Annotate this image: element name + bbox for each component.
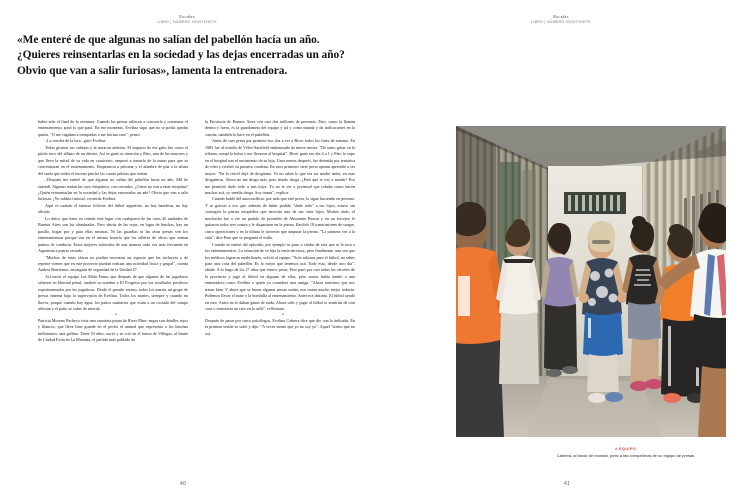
paragraph: Antes de caer presa por primera vez, iba a ver a River todos los fines de semana. En 1985 fue al estadio de Vélez Sarsfield embarazada de nueve meses. "De tanto gritar en la tribuna, rompí la bolsa y me llevaron al hospital". River ganó ese día 4 a 1 y Pato lo supo en el hospital tras el nacimiento de su hija. Unos meses después, fue detenida por tentativa de robo y recibió su primera condena. En esos primeros siete presa apenas aprendió a ser mayor. "En la cárcel dejé de drogarme. Yo no sabía lo que era ser madre antes, en esas drogaderas. Ahora no me drogo más, pero tiendo droga...¡Pato qué te voy a mentir? Eso me permitió darle todo a mis hijos. Yo no te ver a juventud que robaba como hacen muchas acá, yo vendía droga. Soy transa", explica. [205,138,355,195]
paragraph: Cuando se enteró del episodio, por ejemplo se puso a cuidar de esta que se le toca a los entrenamientos. La situación de su hija la tenía nerviosa, pero finalmente, una vez que los médicos lograron estabilizarlo, volvió al equipo. "Solo salimos para el fútbol, no sabes para otra cosa del pabellón. Es lo mejor que tenemos acá. Todo esto, desde otro día", añade. A lo largo de los 27 años que estuvo presa, Pato pasó por casi todas las cárceles de la provincia y jugó al fútbol en algunas de ellas, pero nunca había tenido a una entrenadora como Evelina o quién ya considera una amiga. "Ahora sentimos que nos tratan bien. Y ahora que se hacen algunas presas malas, nos tratan mucho mejor todavía. Podemos llevar el mate y la bombilla al entrenamiento. Antes era distinto. El fútbol ayudó en esto. Antes no te daban ganas de nada. Ahora salís y jugar al fútbol te sentirías de otra cosa o estuvieras un rato en la calle", reflexiona. [205,241,355,312]
paragraph: Todas giraron sus cabezas y la miraron atónitas. El impacto de ese grito fue como el pitido seco del silbato de un árbitro. Así se ganó su atención y Pato, una de las mayores y que lleva la mitad de su vida en cautiverio, empezó a tomarla de la mano para que se concentraran en el entrenamiento. Empezaron a pelotear y el alambre de púa a la altura del suelo que rodea el terreno pinchó las cuatro pelotas que tenían. [38,144,188,176]
running-head-title: Escalas [553,14,569,19]
pull-quote-line-3: Obvio que van a salir furiosas», lamenta la entrenadora. [17,64,288,77]
paragraph: Después de pasar por cinco psicólogos, Evelina Cabrera dice que dio con la indicada. En la primera sesión se soltó y dijo: "A veces siento que yo no soy yo". Aquel "siento que no soy [205,317,355,336]
right-page [374,0,748,503]
running-head-subtitle: LIBRO | NÚMERO VEINTISIETE [156,19,217,24]
photo-team-of-inmates [456,126,726,437]
paragraph: Así nació el equipo Las Malú Fama, que después de que algunas de las jugadoras saliesen en libertad penal, cambió su nombre a El Progreso por los resultados positivos experimentados por las jugadoras. Desde el pasado verano, todos los martes un grupo de presas entrena bajo la supervisión de Evelina. Todos los martes, siempre y cuando no llueva, porque cuando hay agua, los patios sanitarios que están a un costado del campo rebosan y el patio se cubre de mierda. [38,273,188,312]
paragraph: Patricia Moreno Pacheco viste una camiseta pirata de River Plate, negra con detalles rojos y blancos, que lleva bien grande en el pecho el animal que representa a los hinchas millonarios: una gallina. Tiene 53 años, nació y se crió en el barrio de Villegas, al límite de Ciudad Evita en La Matanza, el partido más poblado de [38,317,188,342]
caption-arrow-icon: ▸ [615,447,618,451]
folio-left: 40 [180,481,187,487]
running-head-left [0,14,374,25]
paragraph: "Muchas de estas chicas no podían encontrar un espacio que las incluyera y de repente vienen que en este proyecto puedan realizar una actividad física y grupal", cuenta Andrea Barrientos, encargada de seguridad de la Unidad 47. [38,254,188,273]
caption-text: Cabrera, al fondo de morado, junto a las compañeras de su equipo de presas. [556,453,696,459]
photo-caption [526,447,726,459]
pull-quote-line-2: ¿Quieres reinsentarlas en la sociedad y las dejas encerradas un año? [17,49,345,62]
running-head-subtitle: LIBRO | NÚMERO VEINTISIETE [530,19,591,24]
body-column-2 [205,119,355,343]
folio-right: 41 [564,481,571,487]
paragraph: –La concha de la lora –gritó Evelina. [45,138,107,144]
paragraph: Cuando habló del autoconflicto, por más que esté presa, lo sigue haciendo en persona. Y se gracias a eso que, además de haber podido "darle todo" a sus hijos, estuvo sin conseguir la pierna ortopédica que necesita uno de sus siete hijos. Moises atrás, el muchacho fue a ver un partido de juveniles de Almirante Brown y en un forcejeo le quitaron todos tres contra y le dispararon en la pierna. Recibió 18 transfusiones de sangre, cinco operaciones y en la última le tuvieron que amputar la pierna. "La primera vez a la vida", dice Pato que se pregunta el estilo. [205,196,355,241]
section-separator: • [282,312,285,318]
paragraph: la Provincia de Buenos Aires con casi dos millones de personas. Pato, como la llaman dentro y fuera, es la guardameta del equipo y tal y como manda y da indicaciones en la cancha, también lo hace en el pabellón. [205,119,355,137]
pull-quote [17,33,362,79]
running-head-title: Escalas [179,14,195,19]
left-page-columns [38,119,356,343]
running-head-right [374,14,748,25]
paragraph: Aquí es cuándo el famoso folclore del fútbol argentino, no hay banderas, no hay afición. [38,202,188,215]
section-separator: • [115,312,118,318]
body-column-1 [38,119,188,343]
caption-kicker [526,447,726,451]
paragraph: –Después me enteré de que algunas no salían del pabellón hacía un año. Mil he entendí. Algunas tenían las ojos chiquititos, casi cerrados. ¿Cómo no van a estar enojadas? ¿Quién reinsentarlas en la sociedad y las dejas encerradas un año? Obvio que van a salir furiosas. ¡Yo saldría furiosa!, recuerda Evelina. [38,177,188,202]
paragraph: Lo único que tiene en común este lugar con cualquiera de las otras 40 unidades de Buenos Aires son las alambradas. Pero detrás de las rejas, en lugar de hinchas, hay un pasillo, hogar por y para ellas mismas. Ni las guardias ni las otras presas ven los entrenamientos porque son en el mismo horario que los talleres de oficio que suman puntos de conducta. Estos mejores estímulos de una manera cada vez más frecuente en Argentina a puerta cerrada. [38,215,188,254]
pull-quote-line-1: «Me enteré de que algunas no salían del pabellón hacía un año. [17,34,320,46]
caption-kicker-label: EQUIPO [619,447,637,451]
paragraph: haber sido el final de la aventura. Cuando las presas salieron a conocerla y comenzar el entrenamiento, pasó lo que pasó. En ese momento, Evelina supo que no se podía quedar quieta. "O me cagaban a trompadas o me hacían caso", pensó. [38,119,188,137]
